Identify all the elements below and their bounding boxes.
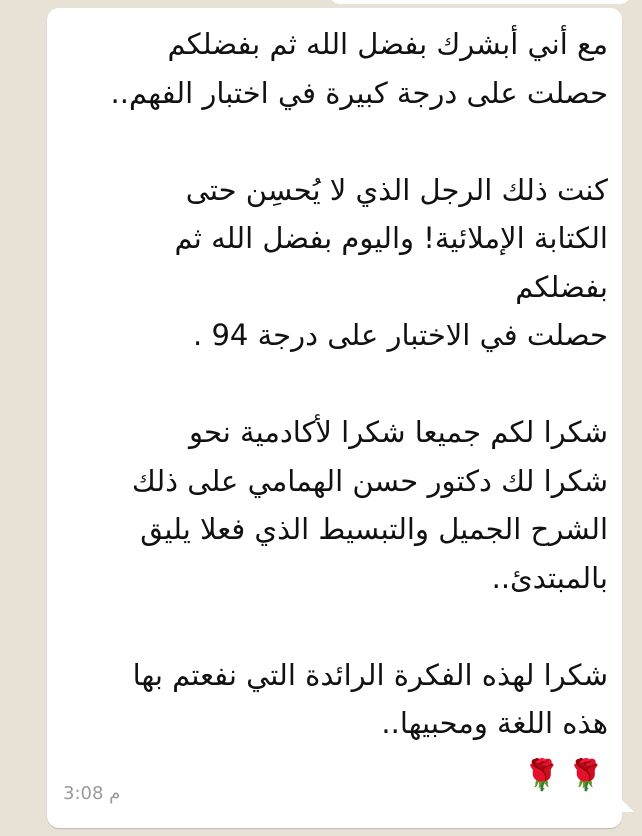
message-line: شكرا لك دكتور حسن الهمامي على ذلك [131, 463, 608, 498]
previous-message-edge [330, 0, 630, 4]
message-line-blank [63, 360, 608, 409]
message-line: شكرا لكم جميعا شكرا لأكادمية نحو [189, 415, 608, 449]
bubble-tail [612, 790, 634, 812]
message-line: بفضلكم [515, 269, 608, 304]
rose-emoji-icon: 🌹 [567, 758, 605, 793]
message-text [63, 20, 608, 748]
message-line: شكرا لهذه الفكرة الرائدة التي نفعتم بها [132, 657, 608, 692]
message-line: مع أني أبشرك بفضل الله ثم بفضلكم [167, 27, 608, 61]
message-line: الكتابة الإملائية! واليوم بفضل الله ثم [174, 221, 608, 255]
message-bubble[interactable] [47, 8, 622, 828]
message-timestamp: 3:08 م [63, 783, 121, 804]
message-line: الشرح الجميل والتبسيط الذي فعلا يليق [140, 512, 608, 546]
message-line: كنت ذلك الرجل الذي لا يُحسِن حتى [185, 172, 608, 207]
message-line: بالمبتدئ.. [491, 560, 608, 595]
rose-emoji-icon: 🌹 [523, 758, 561, 793]
message-line: حصلت في الاختبار على درجة 94 . [193, 318, 608, 352]
message-line-blank [63, 117, 608, 166]
message-line: هذه اللغة ومحبيها.. [381, 706, 608, 740]
message-line: حصلت على درجة كبيرة في اختبار الفهم.. [110, 75, 608, 110]
message-line-blank [63, 602, 608, 651]
